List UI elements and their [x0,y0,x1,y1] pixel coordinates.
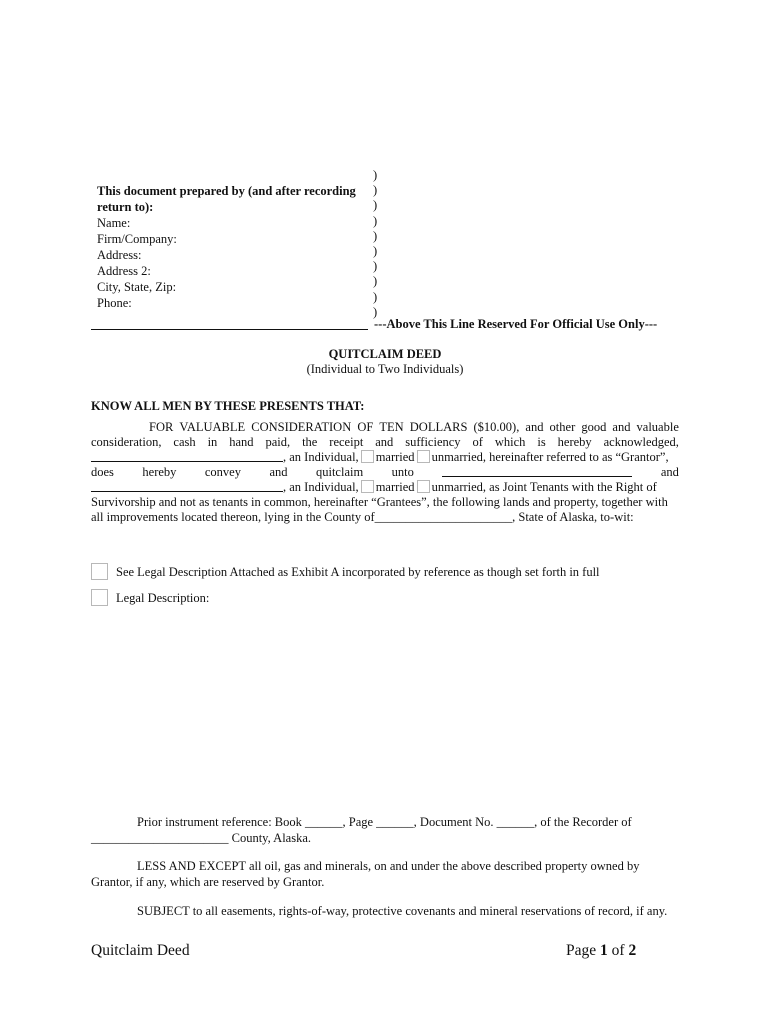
paragraph-line-3: , an Individual, married unmarried, hereinafter referred to as “Grantor”, [91,450,679,465]
paragraph-line-7: all improvements located thereon, lying in the County of ______________________ , State of Alaska, to-wit: [91,510,634,524]
document-subtitle: (Individual to Two Individuals) [306,362,464,376]
grantee-married-checkbox[interactable] [361,480,374,493]
grantee-unmarried-checkbox[interactable] [417,480,430,493]
grantee2-name-blank[interactable] [91,480,283,492]
name-label: Name: [97,216,131,230]
exhibit-a-label: See Legal Description Attached as Exhibit A incorporated by reference as though set forth in full [116,565,600,579]
preparer-heading-line1: This document prepared by (and after recording [97,184,356,198]
paren: ) [373,304,378,319]
paragraph-line-6: Survivorship and not as tenants in common, hereinafter “Grantees”, the following lands and property, together with [91,495,668,509]
paren: ) [373,183,378,198]
preparer-heading-line2: return to): [97,200,154,214]
address2-label: Address 2: [97,264,151,278]
legal-description-label: Legal Description: [116,591,210,605]
recording-divider [91,329,368,330]
paren: ) [373,289,378,304]
document-title: QUITCLAIM DEED [328,347,442,361]
paragraph-line-1: FOR VALUABLE CONSIDERATION OF TEN DOLLARS ($10.00), and other good and valuable [149,420,679,434]
paren: ) [373,198,378,213]
reserved-notice: ---Above This Line Reserved For Official Use Only--- [374,317,658,331]
paren: ) [373,168,378,182]
paren: ) [373,259,378,274]
paragraph-line-4: does hereby convey and quitclaim unto and [91,465,679,479]
subject-to-clause: SUBJECT to all easements, rights-of-way, protective covenants and mineral reservations of record, if any. [137,904,668,918]
paren: ) [373,213,378,228]
paragraph-line-5: , an Individual, married unmarried, as Joint Tenants with the Right of [91,480,679,495]
exhibit-a-option [91,563,600,581]
city-state-zip-label: City, State, Zip: [97,280,177,294]
paren: ) [373,274,378,289]
exhibit-a-checkbox[interactable] [91,563,108,580]
footer-page-number: Page 1 of 2 [566,942,637,959]
paren: ) [373,244,378,259]
grantor-name-blank[interactable] [91,450,283,462]
grantor-married-checkbox[interactable] [361,450,374,463]
paren-column [373,168,383,320]
paren: ) [373,228,378,243]
footer-doc-title: Quitclaim Deed [91,942,190,959]
grantee1-name-blank[interactable] [442,465,632,477]
firm-label: Firm/Company: [97,232,177,246]
less-and-except-clause: LESS AND EXCEPT all oil, gas and minerals, on and under the above described property owned by Grantor, if any, which are reserved by Grantor. [91,859,640,889]
paragraph-line-2: consideration, cash in hand paid, the receipt and sufficiency of which is hereby acknowledged, [91,435,679,449]
preparer-block [97,184,367,312]
grantor-unmarried-checkbox[interactable] [417,450,430,463]
county-blank[interactable]: ______________________ [374,510,513,524]
address-label: Address: [97,248,142,262]
prior-instrument-reference: Prior instrument reference: Book ______, Page ______, Document No. ______, of the Recorder of ______________________ County, Alaska. [91,815,632,845]
know-all-heading: KNOW ALL MEN BY THESE PRESENTS THAT: [91,399,365,413]
phone-label: Phone: [97,296,132,310]
legal-description-option [91,589,209,607]
legal-description-checkbox[interactable] [91,589,108,606]
conveyance-paragraph [91,420,679,525]
